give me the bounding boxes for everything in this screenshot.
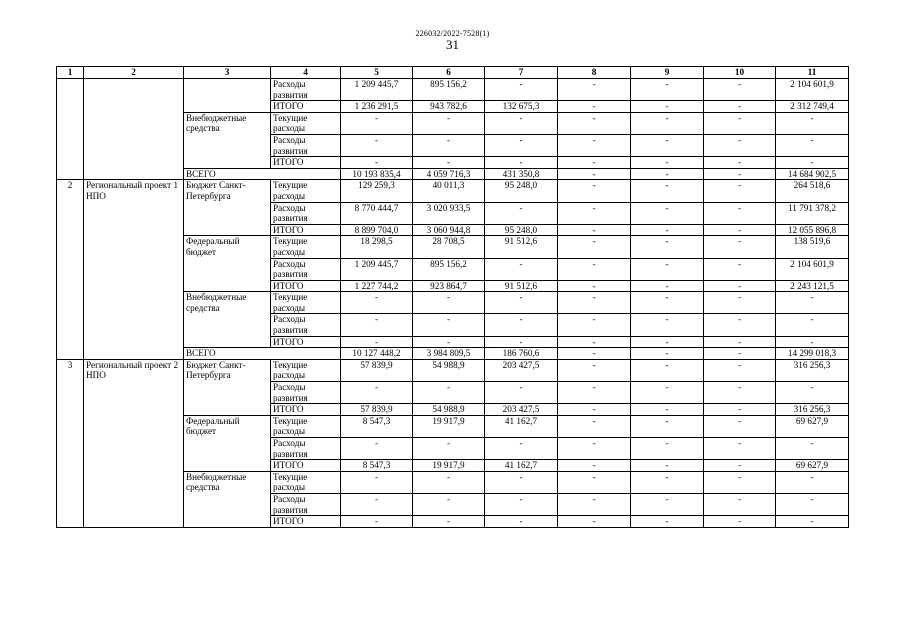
value-cell: 2 243 121,5 <box>776 280 849 292</box>
value-cell: 1 227 744,2 <box>341 280 413 292</box>
source-cell: Бюджет Санкт-Петербурга <box>184 180 271 236</box>
expense-type: ИТОГО <box>271 460 341 472</box>
value-cell: - <box>704 404 776 416</box>
expense-type: ИТОГО <box>271 336 341 348</box>
total-label: ВСЕГО <box>184 168 341 180</box>
value-cell: - <box>558 415 631 437</box>
value-cell: 264 518,6 <box>776 180 849 202</box>
value-cell: 54 988,9 <box>413 404 485 416</box>
value-cell: - <box>631 404 704 416</box>
value-cell: - <box>704 280 776 292</box>
value-cell: 12 055 896,8 <box>776 224 849 236</box>
value-cell: - <box>558 493 631 515</box>
value-cell: - <box>704 314 776 336</box>
value-cell: - <box>631 516 704 528</box>
value-cell: - <box>631 314 704 336</box>
value-cell: 2 312 749,4 <box>776 101 849 113</box>
expense-type: Расходы развития <box>271 382 341 404</box>
value-cell: - <box>631 101 704 113</box>
value-cell: - <box>413 112 485 134</box>
value-cell: - <box>704 224 776 236</box>
value-cell: 316 256,3 <box>776 359 849 381</box>
value-cell: 316 256,3 <box>776 404 849 416</box>
value-cell: 3 984 809,5 <box>413 348 485 360</box>
value-cell: - <box>341 471 413 493</box>
value-cell: - <box>631 224 704 236</box>
value-cell: - <box>485 112 558 134</box>
value-cell: - <box>631 202 704 224</box>
expense-type: Расходы развития <box>271 202 341 224</box>
value-cell: 91 512,6 <box>485 236 558 258</box>
value-cell: 14 299 018,3 <box>776 348 849 360</box>
value-cell: - <box>485 292 558 314</box>
value-cell: - <box>558 292 631 314</box>
column-header: 10 <box>704 67 776 79</box>
value-cell: - <box>776 471 849 493</box>
value-cell: - <box>776 134 849 156</box>
value-cell: - <box>485 134 558 156</box>
value-cell: - <box>413 157 485 169</box>
value-cell: - <box>413 382 485 404</box>
project-name-cell: Региональный проект 2 НПО <box>84 359 184 527</box>
source-cell: Федеральный бюджет <box>184 236 271 292</box>
value-cell: - <box>558 516 631 528</box>
value-cell: - <box>558 382 631 404</box>
value-cell: - <box>631 415 704 437</box>
value-cell: - <box>631 460 704 472</box>
value-cell: - <box>485 471 558 493</box>
value-cell: - <box>413 471 485 493</box>
column-header: 11 <box>776 67 849 79</box>
table-row <box>57 180 849 202</box>
value-cell: 95 248,0 <box>485 180 558 202</box>
value-cell: - <box>485 493 558 515</box>
value-cell: 895 156,2 <box>413 79 485 101</box>
column-header: 7 <box>485 67 558 79</box>
row-number-cell <box>57 79 84 180</box>
value-cell: 943 782,6 <box>413 101 485 113</box>
value-cell: 11 791 378,2 <box>776 202 849 224</box>
value-cell: - <box>776 157 849 169</box>
expense-type: Расходы развития <box>271 493 341 515</box>
source-cell: Бюджет Санкт-Петербурга <box>184 359 271 415</box>
column-header: 2 <box>84 67 184 79</box>
table-row <box>57 359 849 381</box>
value-cell: - <box>631 438 704 460</box>
expense-type: Текущие расходы <box>271 359 341 381</box>
value-cell: - <box>704 359 776 381</box>
value-cell: - <box>631 79 704 101</box>
source-cell <box>184 79 271 113</box>
value-cell: 2 104 601,9 <box>776 258 849 280</box>
expense-type: Расходы развития <box>271 314 341 336</box>
expense-type: ИТОГО <box>271 516 341 528</box>
value-cell: - <box>631 292 704 314</box>
column-header: 1 <box>57 67 84 79</box>
column-header: 4 <box>271 67 341 79</box>
value-cell: 57 839,9 <box>341 404 413 416</box>
value-cell: - <box>704 336 776 348</box>
value-cell: - <box>631 382 704 404</box>
value-cell: - <box>558 101 631 113</box>
expense-type: Текущие расходы <box>271 236 341 258</box>
value-cell: - <box>558 157 631 169</box>
expense-type: ИТОГО <box>271 404 341 416</box>
value-cell: - <box>776 314 849 336</box>
value-cell: 10 127 448,2 <box>341 348 413 360</box>
value-cell: - <box>485 79 558 101</box>
value-cell: - <box>704 236 776 258</box>
value-cell: 895 156,2 <box>413 258 485 280</box>
financing-table <box>56 66 849 528</box>
value-cell: - <box>558 404 631 416</box>
value-cell: - <box>558 438 631 460</box>
expense-type: Текущие расходы <box>271 415 341 437</box>
value-cell: 132 675,3 <box>485 101 558 113</box>
value-cell: - <box>485 516 558 528</box>
value-cell: 18 298,5 <box>341 236 413 258</box>
value-cell: - <box>558 471 631 493</box>
value-cell: - <box>631 471 704 493</box>
value-cell: 8 547,3 <box>341 460 413 472</box>
value-cell: - <box>485 336 558 348</box>
value-cell: 203 427,5 <box>485 404 558 416</box>
value-cell: - <box>558 258 631 280</box>
value-cell: - <box>558 180 631 202</box>
table-header-row <box>57 67 849 79</box>
value-cell: - <box>341 382 413 404</box>
value-cell: 923 864,7 <box>413 280 485 292</box>
value-cell: - <box>341 516 413 528</box>
expense-type: Расходы развития <box>271 79 341 101</box>
project-name-cell: Региональный проект 1 НПО <box>84 180 184 360</box>
value-cell: 186 760,6 <box>485 348 558 360</box>
value-cell: - <box>485 157 558 169</box>
value-cell: - <box>776 292 849 314</box>
value-cell: - <box>485 438 558 460</box>
value-cell: 10 193 835,4 <box>341 168 413 180</box>
column-header: 9 <box>631 67 704 79</box>
value-cell: - <box>776 382 849 404</box>
value-cell: - <box>704 180 776 202</box>
value-cell: - <box>704 292 776 314</box>
value-cell: - <box>413 438 485 460</box>
total-label: ВСЕГО <box>184 348 341 360</box>
value-cell: - <box>413 292 485 314</box>
value-cell: - <box>558 236 631 258</box>
value-cell: - <box>704 438 776 460</box>
value-cell: - <box>413 134 485 156</box>
value-cell: 54 988,9 <box>413 359 485 381</box>
value-cell: - <box>413 336 485 348</box>
value-cell: - <box>704 348 776 360</box>
value-cell: - <box>776 336 849 348</box>
source-cell: Внебюджетные средства <box>184 471 271 527</box>
expense-type: Текущие расходы <box>271 292 341 314</box>
column-header: 3 <box>184 67 271 79</box>
value-cell: 2 104 601,9 <box>776 79 849 101</box>
column-header: 8 <box>558 67 631 79</box>
source-cell: Внебюджетные средства <box>184 292 271 348</box>
row-number-cell: 2 <box>57 180 84 360</box>
value-cell: 19 917,9 <box>413 460 485 472</box>
value-cell: - <box>341 134 413 156</box>
value-cell: - <box>776 516 849 528</box>
value-cell: - <box>631 112 704 134</box>
value-cell: 40 011,3 <box>413 180 485 202</box>
table-row <box>57 79 849 101</box>
value-cell: - <box>341 157 413 169</box>
source-cell: Федеральный бюджет <box>184 415 271 471</box>
value-cell: 129 259,3 <box>341 180 413 202</box>
value-cell: - <box>558 79 631 101</box>
value-cell: - <box>341 314 413 336</box>
row-number-cell: 3 <box>57 359 84 527</box>
value-cell: 3 020 933,5 <box>413 202 485 224</box>
value-cell: - <box>341 493 413 515</box>
expense-type: Текущие расходы <box>271 471 341 493</box>
value-cell: 8 899 704,0 <box>341 224 413 236</box>
value-cell: - <box>776 438 849 460</box>
value-cell: - <box>704 382 776 404</box>
expense-type: Расходы развития <box>271 438 341 460</box>
value-cell: 28 708,5 <box>413 236 485 258</box>
value-cell: 3 060 944,8 <box>413 224 485 236</box>
page-number: 31 <box>446 37 459 52</box>
value-cell: 203 427,5 <box>485 359 558 381</box>
value-cell: - <box>485 314 558 336</box>
value-cell: - <box>413 493 485 515</box>
value-cell: - <box>631 168 704 180</box>
value-cell: 41 162,7 <box>485 415 558 437</box>
expense-type: ИТОГО <box>271 224 341 236</box>
value-cell: - <box>704 493 776 515</box>
value-cell: - <box>341 292 413 314</box>
value-cell: - <box>485 202 558 224</box>
expense-type: Расходы развития <box>271 134 341 156</box>
value-cell: - <box>704 202 776 224</box>
expense-type: ИТОГО <box>271 157 341 169</box>
value-cell: - <box>704 516 776 528</box>
value-cell: - <box>485 258 558 280</box>
value-cell: 57 839,9 <box>341 359 413 381</box>
value-cell: - <box>558 134 631 156</box>
expense-type: Текущие расходы <box>271 180 341 202</box>
value-cell: - <box>413 516 485 528</box>
value-cell: - <box>558 202 631 224</box>
value-cell: - <box>631 493 704 515</box>
value-cell: - <box>558 314 631 336</box>
expense-type: ИТОГО <box>271 101 341 113</box>
value-cell: - <box>704 168 776 180</box>
value-cell: - <box>776 112 849 134</box>
document-id: 226032/2022-7528(1) <box>415 29 490 38</box>
value-cell: 95 248,0 <box>485 224 558 236</box>
value-cell: - <box>704 112 776 134</box>
column-header: 5 <box>341 67 413 79</box>
value-cell: - <box>631 348 704 360</box>
value-cell: 19 917,9 <box>413 415 485 437</box>
project-name-cell <box>84 79 184 180</box>
value-cell: - <box>558 224 631 236</box>
source-cell: Внебюджетные средства <box>184 112 271 168</box>
value-cell: 1 209 445,7 <box>341 258 413 280</box>
value-cell: - <box>704 79 776 101</box>
value-cell: - <box>631 180 704 202</box>
value-cell: - <box>341 112 413 134</box>
value-cell: - <box>631 336 704 348</box>
expense-type: Расходы развития <box>271 258 341 280</box>
value-cell: - <box>631 359 704 381</box>
value-cell: - <box>631 236 704 258</box>
value-cell: - <box>631 280 704 292</box>
value-cell: 138 519,6 <box>776 236 849 258</box>
value-cell: - <box>704 258 776 280</box>
value-cell: - <box>704 157 776 169</box>
value-cell: 91 512,6 <box>485 280 558 292</box>
value-cell: 14 684 902,5 <box>776 168 849 180</box>
expense-type: Текущие расходы <box>271 112 341 134</box>
value-cell: - <box>558 348 631 360</box>
value-cell: - <box>485 382 558 404</box>
value-cell: 1 236 291,5 <box>341 101 413 113</box>
value-cell: - <box>631 134 704 156</box>
value-cell: - <box>631 258 704 280</box>
value-cell: - <box>558 280 631 292</box>
value-cell: - <box>776 493 849 515</box>
value-cell: - <box>341 438 413 460</box>
value-cell: - <box>631 157 704 169</box>
value-cell: 4 059 716,3 <box>413 168 485 180</box>
value-cell: - <box>558 336 631 348</box>
value-cell: 8 547,3 <box>341 415 413 437</box>
value-cell: - <box>704 460 776 472</box>
value-cell: - <box>558 112 631 134</box>
value-cell: - <box>704 471 776 493</box>
value-cell: - <box>704 415 776 437</box>
value-cell: - <box>704 101 776 113</box>
value-cell: - <box>558 168 631 180</box>
value-cell: 8 770 444,7 <box>341 202 413 224</box>
value-cell: - <box>704 134 776 156</box>
value-cell: 69 627,9 <box>776 415 849 437</box>
value-cell: 41 162,7 <box>485 460 558 472</box>
value-cell: 431 350,8 <box>485 168 558 180</box>
value-cell: - <box>558 359 631 381</box>
value-cell: - <box>413 314 485 336</box>
column-header: 6 <box>413 67 485 79</box>
value-cell: - <box>558 460 631 472</box>
value-cell: - <box>341 336 413 348</box>
value-cell: 69 627,9 <box>776 460 849 472</box>
expense-type: ИТОГО <box>271 280 341 292</box>
value-cell: 1 209 445,7 <box>341 79 413 101</box>
